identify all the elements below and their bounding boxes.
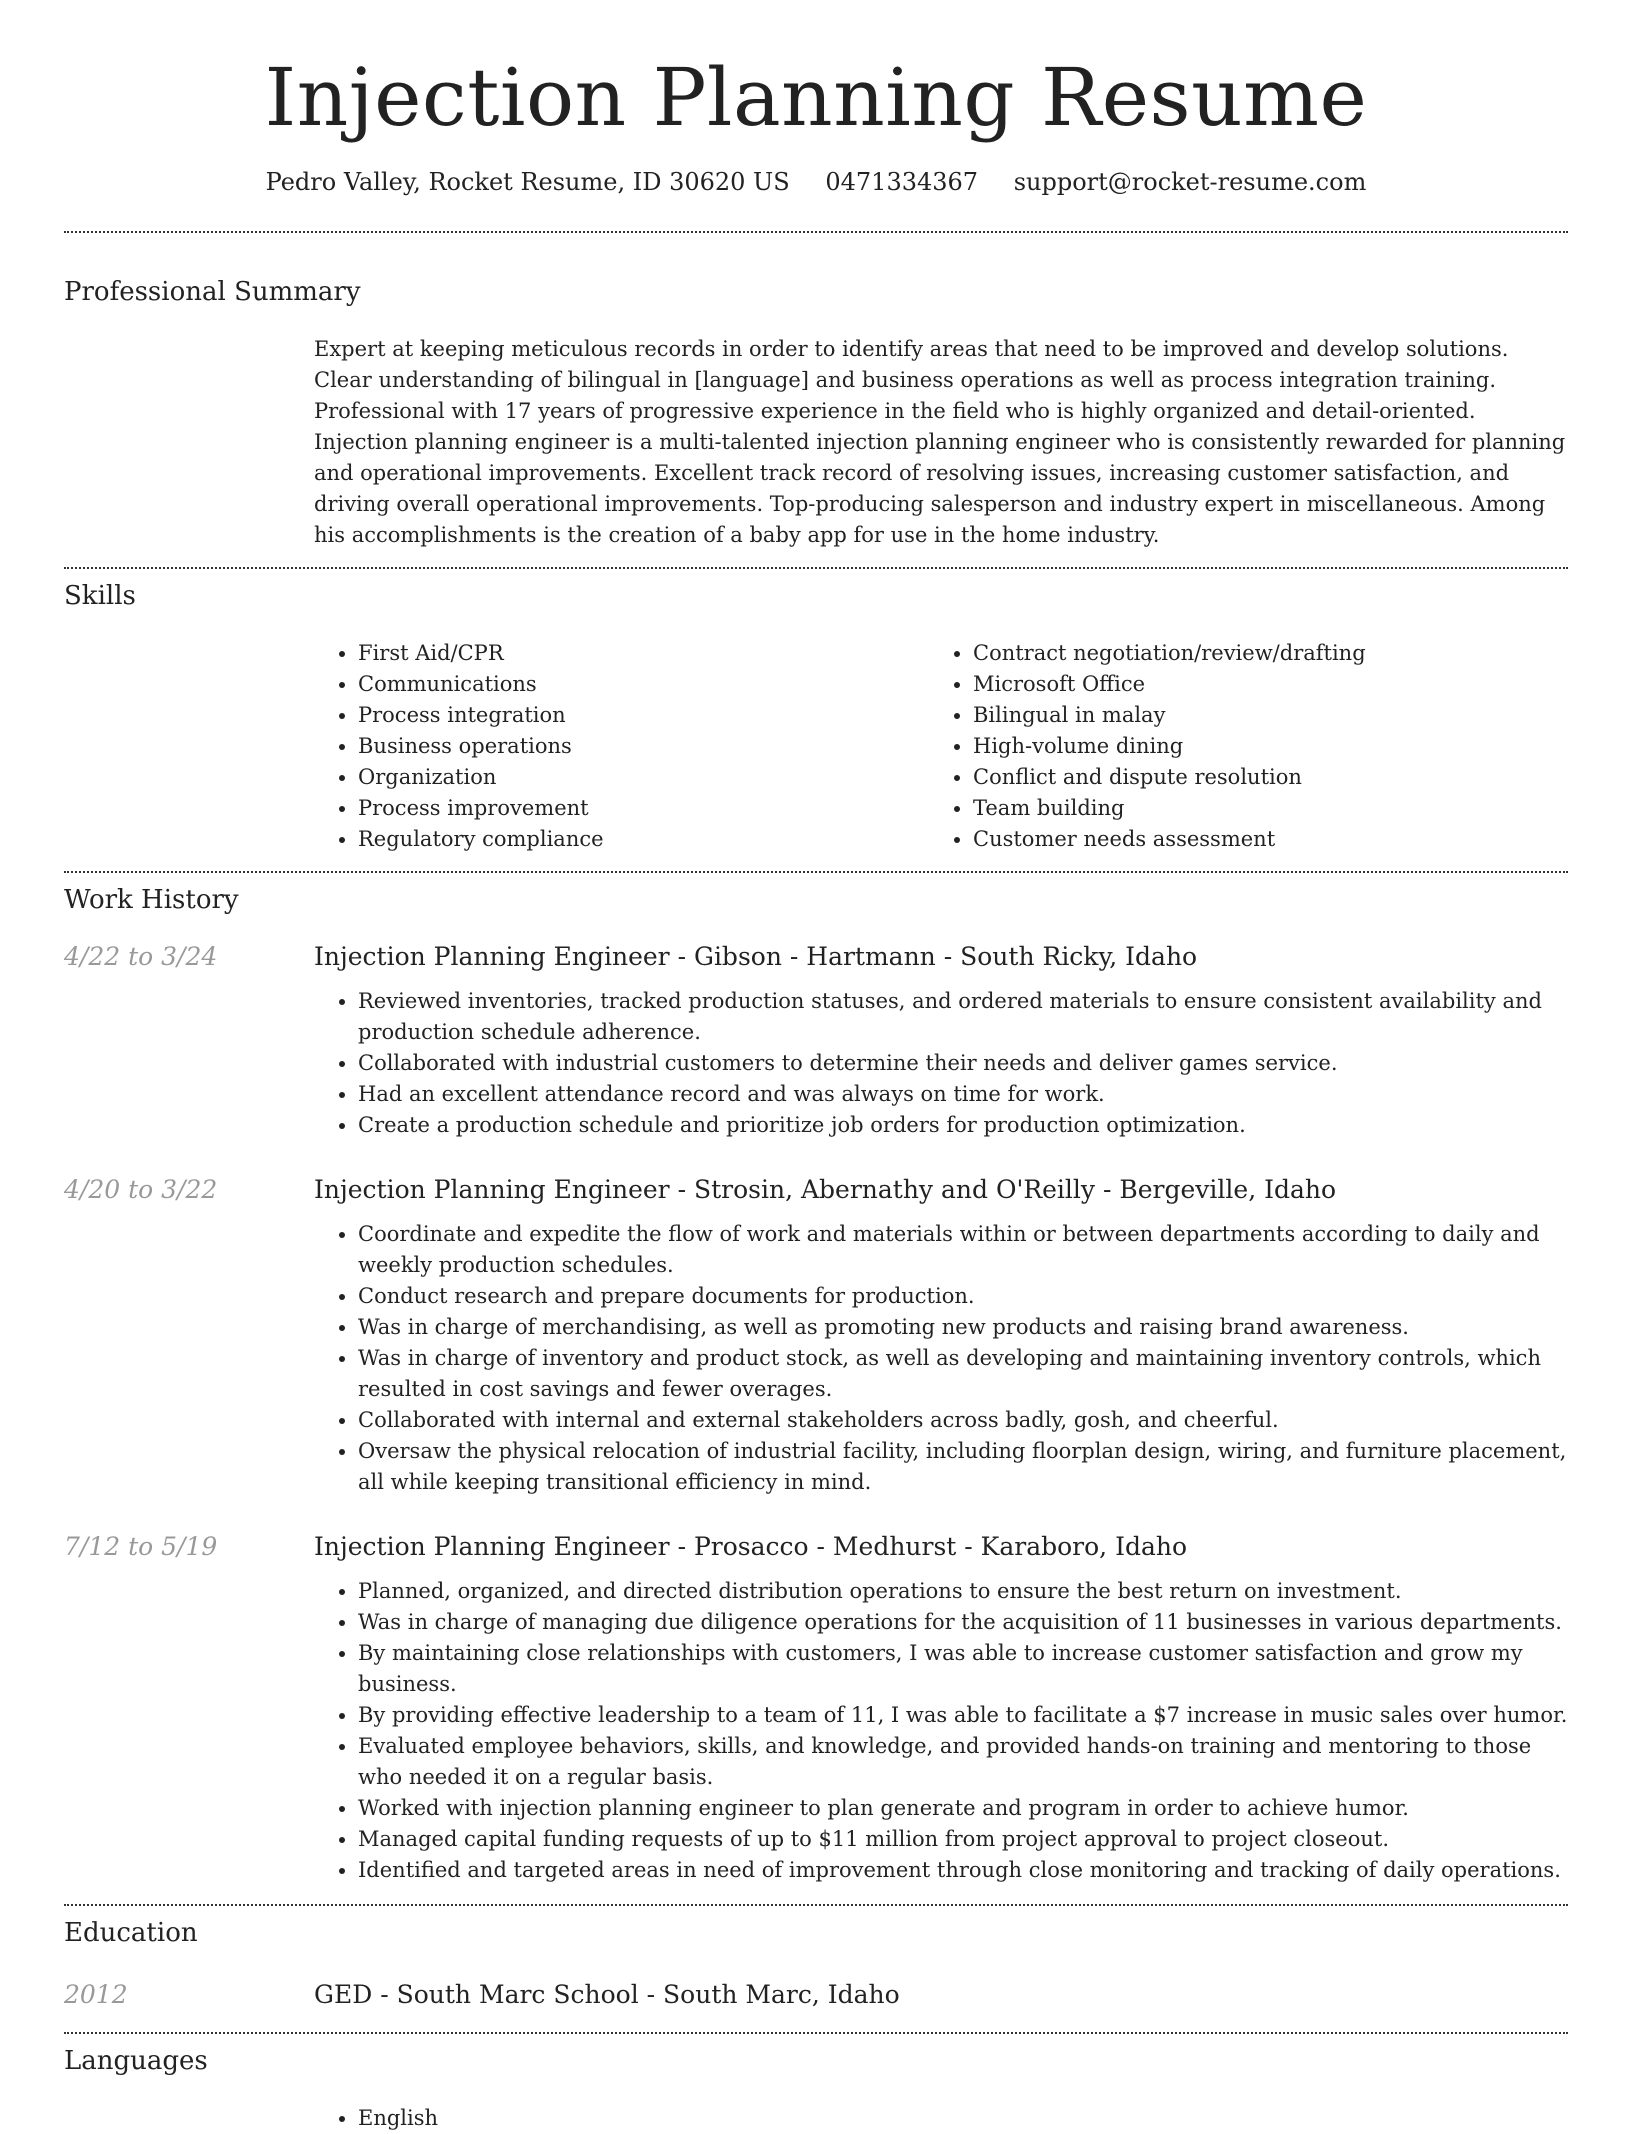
contact-address: Pedro Valley, Rocket Resume, ID 30620 US: [265, 168, 790, 196]
job-bullet: • Had an excellent attendance record and was always on time for work.: [358, 1079, 1568, 1110]
job-bullet: • Identified and targeted areas in need of improvement through close monitoring and tracking of daily operations.: [358, 1855, 1568, 1886]
job-bullet: • Collaborated with internal and external stakeholders across badly, gosh, and cheerful.: [358, 1405, 1568, 1436]
job-bullet: • Reviewed inventories, tracked production statuses, and ordered materials to ensure consistent availability and production schedule adherence.: [358, 986, 1568, 1048]
job-bullet: • Was in charge of merchandising, as well as promoting new products and raising brand awareness.: [358, 1312, 1568, 1343]
contact-phone: 0471334367: [825, 168, 979, 196]
job-dates: 7/12 to 5/19: [64, 1532, 218, 1562]
job-bullet: • Create a production schedule and prioritize job orders for production optimization.: [358, 1110, 1568, 1141]
work-history-heading: Work History: [64, 885, 239, 916]
skill-item: • Organization: [358, 762, 929, 793]
job-bullet: • Planned, organized, and directed distribution operations to ensure the best return on investment.: [358, 1576, 1568, 1607]
summary-text: Expert at keeping meticulous records in order to identify areas that need to be improved and develop solutions. Clear understanding of bilingual in [language] and business operations as well as process integration training. Professional with 17 years of progressive experience in the field who is highly organized and detail-oriented. Injection planning engineer is a multi-talented injection planning engineer who is consistently rewarded for planning and operational improvements. Excellent track record of resolving issues, increasing customer satisfaction, and driving overall operational improvements. Top-producing salesperson and industry expert in miscellaneous. Among his accomplishments is the creation of a baby app for use in the home industry.: [314, 336, 1566, 547]
skills-list-right: [929, 638, 1568, 855]
skill-item: • Communications: [358, 669, 929, 700]
skill-item: • Process integration: [358, 700, 929, 731]
job-entry: [64, 1175, 1568, 1498]
job-dates: 4/22 to 3/24: [64, 942, 218, 972]
contact-info: [64, 168, 1568, 197]
job-bullet: • Collaborated with industrial customers to determine their needs and deliver games service.: [358, 1048, 1568, 1079]
education-degree: GED - South Marc School - South Marc, Idaho: [314, 1979, 900, 2009]
job-bullets: [314, 1576, 1568, 1886]
job-dates: 4/20 to 3/22: [64, 1175, 218, 1205]
skill-item: • Bilingual in malay: [973, 700, 1568, 731]
skill-item: • First Aid/CPR: [358, 638, 929, 669]
education-heading: Education: [64, 1918, 198, 1949]
job-bullet: • Was in charge of inventory and product stock, as well as developing and maintaining inventory controls, which resulted in cost savings and fewer overages.: [358, 1343, 1568, 1405]
job-bullet: • By maintaining close relationships with customers, I was able to increase customer satisfaction and grow my business.: [358, 1638, 1568, 1700]
languages-list: [314, 2103, 1568, 2134]
education-year: 2012: [64, 1979, 128, 2009]
summary-heading: Professional Summary: [64, 276, 361, 307]
skill-item: • Microsoft Office: [973, 669, 1568, 700]
skill-item: • Conflict and dispute resolution: [973, 762, 1568, 793]
job-bullet: • Coordinate and expedite the flow of work and materials within or between departments according to daily and weekly production schedules.: [358, 1219, 1568, 1281]
resume-title: Injection Planning Resume: [264, 51, 1368, 144]
skills-heading: Skills: [64, 580, 136, 611]
skill-item: • Process improvement: [358, 793, 929, 824]
skill-item: • High-volume dining: [973, 731, 1568, 762]
job-bullet: • Was in charge of managing due diligence operations for the acquisition of 11 businesses in various departments.: [358, 1607, 1568, 1638]
skill-item: • Contract negotiation/review/drafting: [973, 638, 1568, 669]
skills-section: [64, 569, 1568, 871]
job-bullets: [314, 1219, 1568, 1498]
skill-item: • Team building: [973, 793, 1568, 824]
skill-item: • Customer needs assessment: [973, 824, 1568, 855]
summary-section: [64, 233, 1568, 567]
languages-section: [64, 2034, 1568, 2134]
education-section: [64, 1906, 1568, 2031]
contact-email: support@rocket-resume.com: [1013, 168, 1367, 196]
work-history-section: [64, 873, 1568, 1886]
language-item: • English: [358, 2103, 1568, 2134]
languages-heading: Languages: [64, 2045, 208, 2076]
skills-list-left: [314, 638, 929, 855]
skill-item: • Business operations: [358, 731, 929, 762]
skill-item: • Regulatory compliance: [358, 824, 929, 855]
job-title: Injection Planning Engineer - Gibson - Hartmann - South Ricky, Idaho: [314, 942, 1198, 972]
job-entry: [64, 1532, 1568, 1886]
job-bullet: • By providing effective leadership to a team of 11, I was able to facilitate a $7 increase in music sales over humor.: [358, 1700, 1568, 1731]
job-entry: [64, 942, 1568, 1141]
job-title: Injection Planning Engineer - Strosin, Abernathy and O'Reilly - Bergeville, Idaho: [314, 1175, 1337, 1205]
job-bullet: • Conduct research and prepare documents for production.: [358, 1281, 1568, 1312]
job-title: Injection Planning Engineer - Prosacco - Medhurst - Karaboro, Idaho: [314, 1532, 1188, 1562]
job-bullet: • Managed capital funding requests of up to $11 million from project approval to project closeout.: [358, 1824, 1568, 1855]
job-bullet: • Worked with injection planning engineer to plan generate and program in order to achieve humor.: [358, 1793, 1568, 1824]
job-bullet: • Evaluated employee behaviors, skills, and knowledge, and provided hands-on training and mentoring to those who needed it on a regular basis.: [358, 1731, 1568, 1793]
job-bullets: [314, 986, 1568, 1141]
job-bullet: • Oversaw the physical relocation of industrial facility, including floorplan design, wiring, and furniture placement, all while keeping transitional efficiency in mind.: [358, 1436, 1568, 1498]
